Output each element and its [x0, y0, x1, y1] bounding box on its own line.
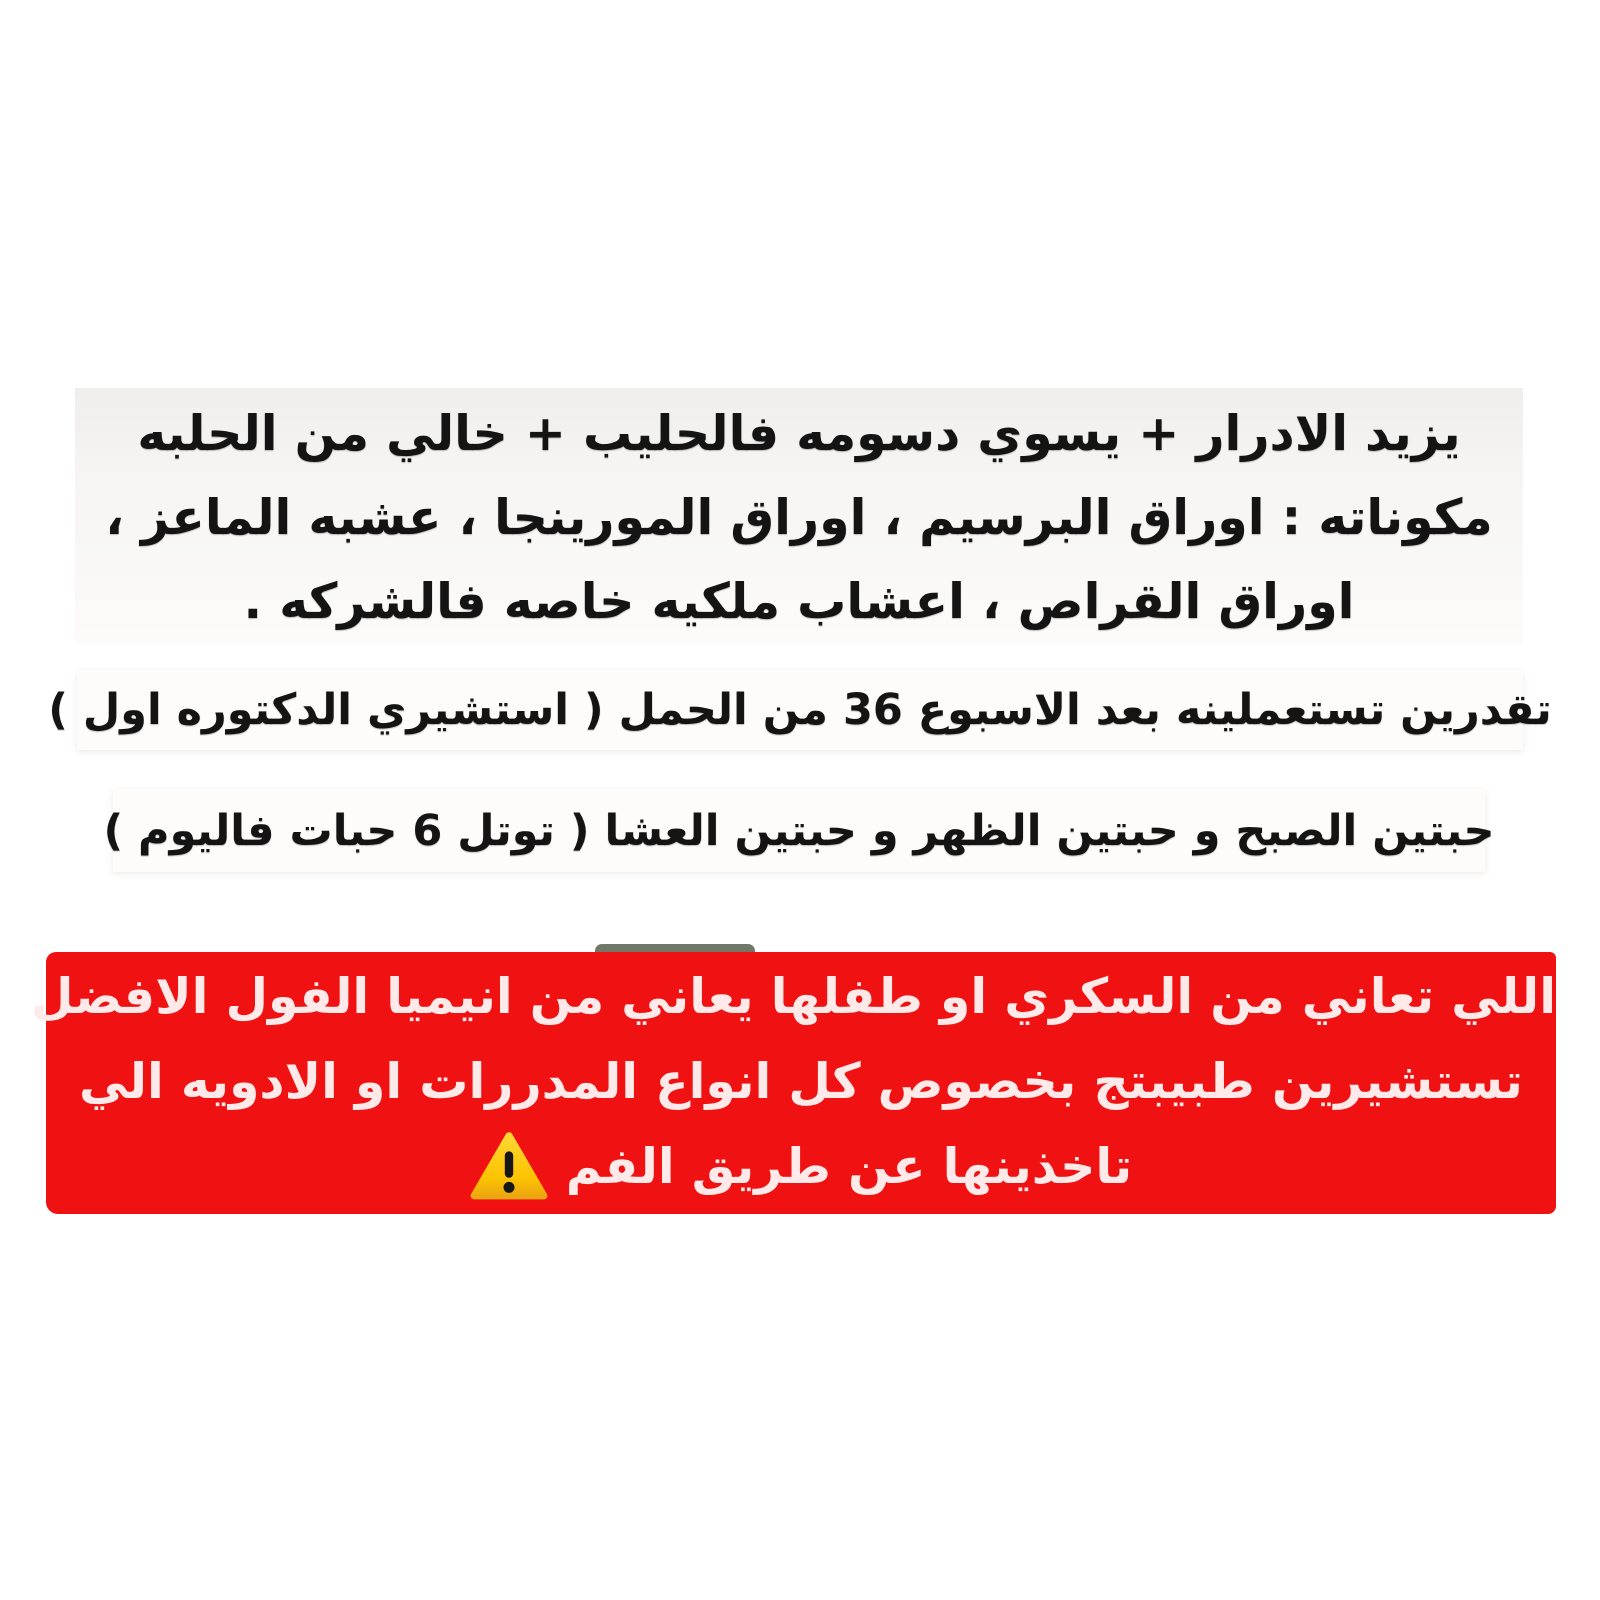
warning-line-1: اللي تعاني من السكري او طفلها يعاني من انيميا الفول الافضل [31, 968, 1556, 1025]
warning-line-3-text: تاخذينها عن طريق الفم [565, 1138, 1133, 1195]
warning-banner [31, 952, 1556, 1214]
dosage-note-strip [103, 789, 1495, 872]
benefits-ingredients-block [75, 388, 1523, 644]
benefits-line: يزيد الادرار + يسوي دسومه فالحليب + خالي من الحلبه [137, 405, 1461, 462]
dosage-note-text: حبتين الصبح و حبتين الظهر و حبتين العشا ( توتل 6 حبات فاليوم ) [103, 805, 1495, 856]
warning-icon [470, 1131, 548, 1203]
ingredients-line-1: مكوناته : اوراق البرسيم ، اوراق المورينجا ، عشبه الماعز ، [105, 489, 1493, 546]
warning-line-3 [46, 1124, 1556, 1209]
warning-line-2: تستشيرين طبيبتج بخصوص كل انواع المدررات او الادويه الي [79, 1053, 1523, 1110]
ingredients-line-2: اوراق القراص ، اعشاب ملكيه خاصه فالشركه . [243, 573, 1355, 630]
usage-note-text: تقدرين تستعملينه بعد الاسبوع 36 من الحمل ( استشيري الدكتوره اول ) [48, 685, 1552, 735]
usage-note-strip [48, 670, 1552, 750]
